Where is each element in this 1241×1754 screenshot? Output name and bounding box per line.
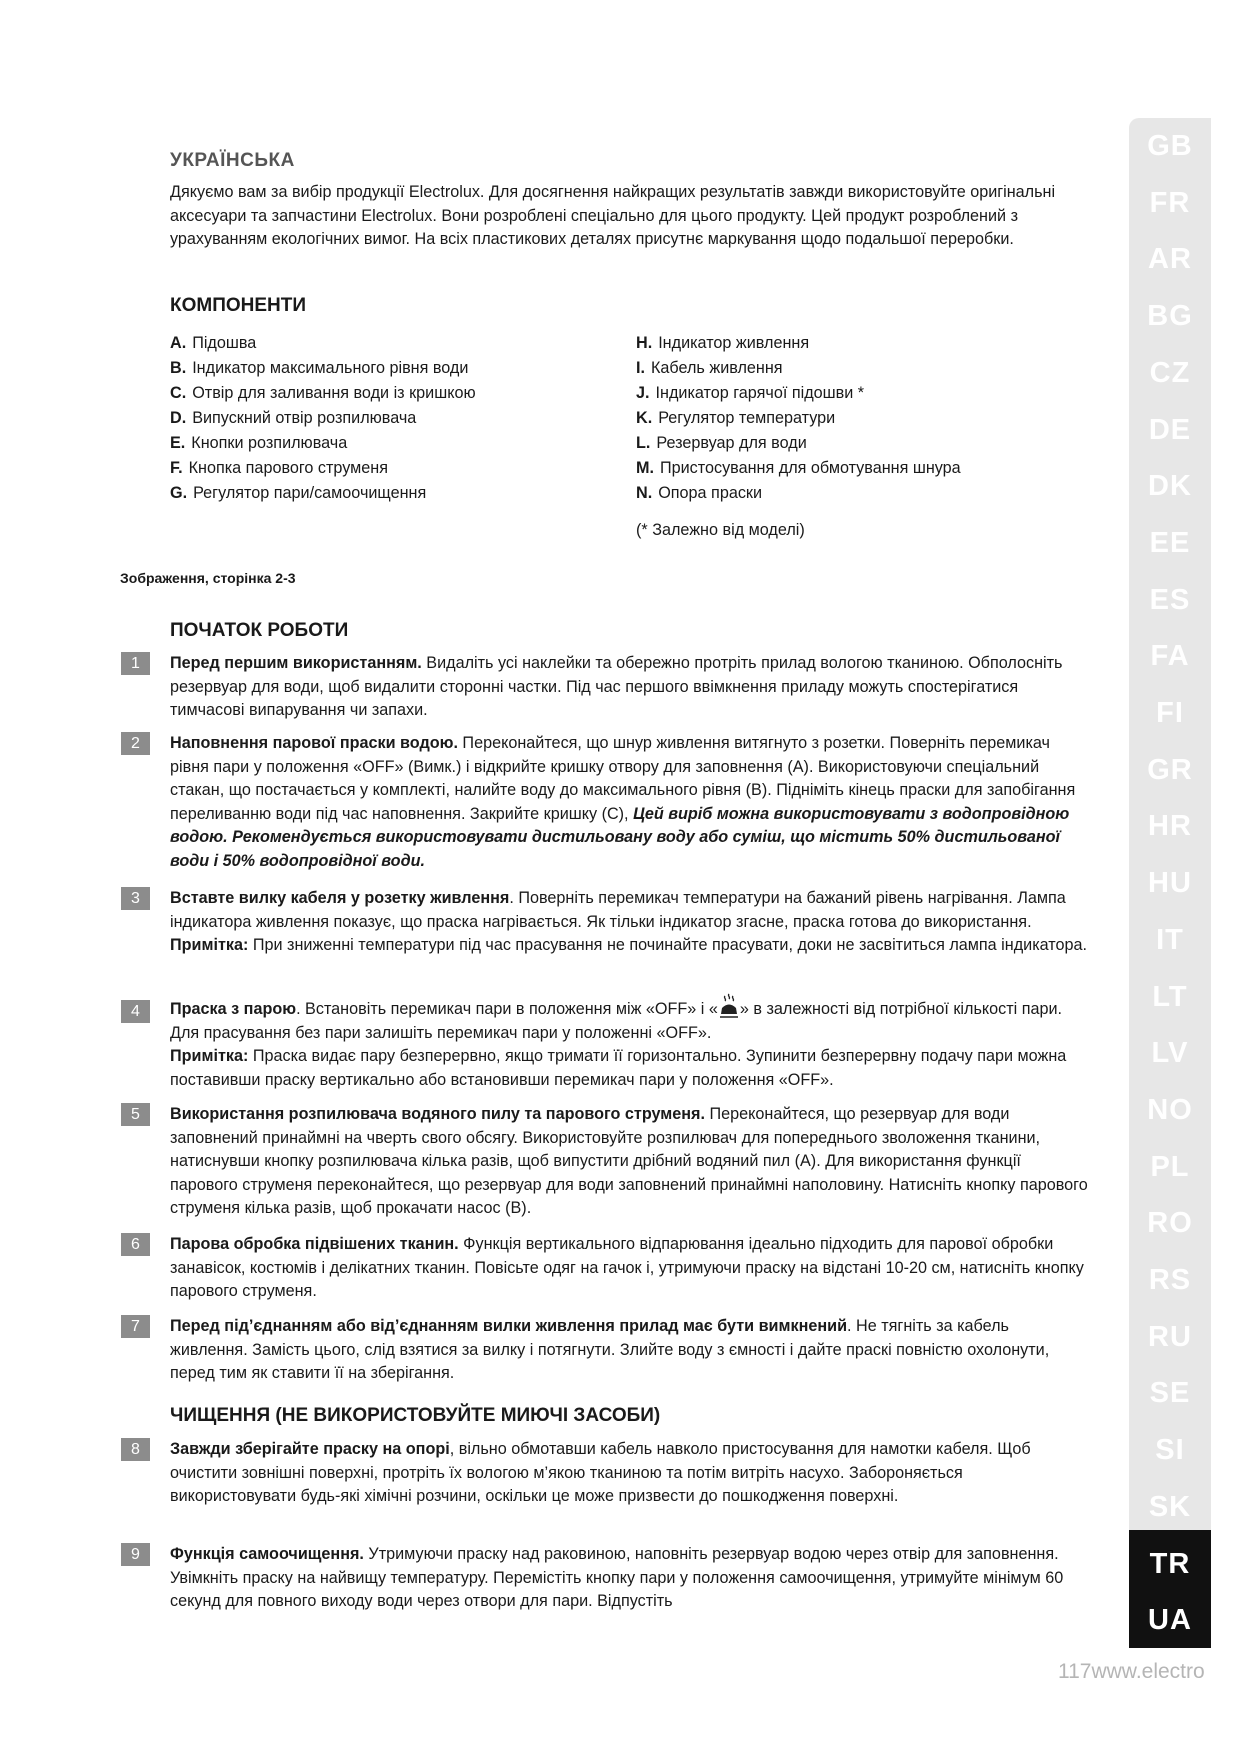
language-tab-se[interactable]: SE [1149, 1377, 1191, 1410]
component-label: Випускний отвір розпилювача [192, 409, 417, 427]
language-tab-fa[interactable]: FA [1150, 640, 1190, 673]
step-emphasis: Цей виріб можна використовувати з водопровідною водою. Рекомендується використовувати дистильовану воду або суміш, що містить 50% дистильованої води і 50% водопровідної води. [170, 804, 1070, 870]
step-8 [170, 1438, 1090, 1509]
component-key: L. [636, 434, 651, 452]
model-note: (* Залежно від моделі) [636, 521, 805, 539]
step-text: . Поверніть перемикач температури на бажаний рівень нагрівання. Лампа індикатора живлення показує, що праска нагрівається. Як тільки індикатор згасне, праска готова до використання. [170, 889, 1066, 931]
note-text: При зниженні температури під час прасування не починайте прасувати, доки не засвітиться лампа індикатора. [248, 936, 1088, 954]
step-2 [170, 732, 1090, 873]
image-reference: Зображення, сторінка 2-3 [120, 570, 296, 586]
language-tab-ee[interactable]: EE [1149, 526, 1191, 559]
component-label: Регулятор температури [658, 409, 836, 427]
cleaning-title: ЧИЩЕННЯ (НЕ ВИКОРИСТОВУЙТЕ МИЮЧІ ЗАСОБИ) [170, 1405, 661, 1426]
language-tab-dk[interactable]: DK [1148, 470, 1192, 503]
component-label: Кабель живлення [651, 359, 783, 377]
step-number: 2 [121, 732, 150, 755]
step-title: Функція самоочищення. [170, 1545, 364, 1563]
component-item [636, 431, 961, 456]
component-key: K. [636, 409, 653, 427]
step-text: . Встановіть перемикач пари в положення між «OFF» і « [296, 1000, 718, 1018]
step-text: Переконайтеся, що шнур живлення витягнуто з розетки. Поверніть перемикач рівня пари у положення «OFF» (Вимк.) і відкрийте кришку отвору для заповнення (A). Використовуючи спеціальний стакан, що постачається у комплекті, налийте воду до максимального рівня (B). Підніміть кінець праски для запобігання переливанню води під час наповнення. Закрийте кришку (C), [170, 734, 1076, 823]
component-key: H. [636, 334, 653, 352]
language-tab-fi[interactable]: FI [1156, 697, 1184, 729]
language-tab-ar[interactable]: AR [1148, 243, 1192, 276]
language-tab-gr[interactable]: GR [1147, 753, 1193, 786]
language-tab-hu[interactable]: HU [1148, 867, 1192, 900]
component-key: I. [636, 359, 645, 377]
language-tab-sk[interactable]: SK [1148, 1490, 1192, 1523]
language-tab-lt[interactable]: LT [1152, 980, 1188, 1013]
step-7 [170, 1315, 1090, 1386]
language-tab-bg[interactable]: BG [1147, 300, 1193, 333]
component-key: D. [170, 409, 187, 427]
component-label: Індикатор живлення [658, 334, 810, 352]
intro-paragraph: Дякуємо вам за вибір продукції Electrolux. Для досягнення найкращих результатів завжди використовуйте оригінальні аксесуари та запчастини Electrolux. Вони розроблені спеціально для цього продукту. Цей продукт розроблений з урахуванням екологічних вимог. На всіх пластикових деталях присутнє маркування щодо подальшої переробки. [170, 183, 1056, 248]
components-list-right [636, 331, 961, 506]
component-item [636, 456, 961, 481]
component-key: N. [636, 484, 653, 502]
component-item [170, 381, 476, 406]
step-1 [170, 652, 1090, 723]
component-item [170, 431, 476, 456]
step-number: 9 [121, 1543, 150, 1566]
component-item [636, 381, 961, 406]
component-item [170, 356, 476, 381]
step-title: Перед під’єднанням або від’єднанням вилки живлення прилад має бути вимкнений [170, 1317, 848, 1335]
note-text: Праска видає пару безперервно, якщо тримати її горизонтально. Зупинити безперервну подачу пари можна поставивши праску вертикально або встановивши перемикач пари у положення «OFF». [170, 1047, 1067, 1089]
component-key: C. [170, 384, 187, 402]
components-list-left [170, 331, 476, 506]
component-label: Опора праски [658, 484, 763, 502]
language-tab-ru[interactable]: RU [1148, 1320, 1192, 1353]
language-tab-tr[interactable]: TR [1129, 1536, 1211, 1592]
language-heading: УКРАЇНСЬКА [170, 150, 295, 171]
step-5 [170, 1103, 1090, 1221]
step-3 [170, 887, 1090, 958]
component-item [636, 331, 961, 356]
component-label: Індикатор гарячої підошви * [655, 384, 865, 402]
component-item [170, 456, 476, 481]
step-text: . Не тягніть за кабель живлення. Замість цього, слід взятися за вилку і потягнути. Злийте воду з ємності і дайте праскі повністю охолонути, перед тим як ставити її на зберігання. [170, 1317, 1050, 1382]
step-text: Видаліть усі наклейки та обережно протріть прилад вологою тканиною. Обполосніть резервуар для води, щоб видалити сторонні частки. Під час першого ввімкнення приладу можуть спостерігатися тимчасові випарування чи запахи. [170, 654, 1063, 719]
component-key: J. [636, 384, 650, 402]
language-tab-fr[interactable]: FR [1149, 186, 1191, 219]
step-number: 8 [121, 1438, 150, 1461]
component-key: B. [170, 359, 187, 377]
step-title: Вставте вилку кабеля у розетку живлення [170, 889, 510, 907]
component-label: Кнопки розпилювача [191, 434, 348, 452]
component-item [636, 356, 961, 381]
component-label: Регулятор пари/самоочищення [193, 484, 427, 502]
page-footer: 117www.electro [1058, 1660, 1205, 1683]
language-tab-gb[interactable]: GB [1147, 130, 1193, 162]
step-number: 3 [121, 887, 150, 910]
language-tab-ua[interactable]: UA [1129, 1592, 1211, 1648]
step-title: Парова обробка підвішених тканин. [170, 1235, 459, 1253]
step-text: Утримуючи праску над раковиною, наповніть резервуар водою через отвір для заповнення. Увімкніть праску на найвищу температуру. Перемістіть кнопку пари у положення самоочищення, утримуйте мінімум 60 секунд для повного виходу води через отвори для пари. Відпустіть [170, 1545, 1064, 1610]
step-number: 1 [121, 652, 150, 675]
language-tab-ro[interactable]: RO [1147, 1207, 1193, 1240]
component-label: Пристосування для обмотування шнура [659, 459, 961, 477]
component-item [636, 406, 961, 431]
step-number: 4 [121, 1000, 150, 1023]
component-key: G. [170, 484, 188, 502]
step-title: Використання розпилювача водяного пилу та парового струменя. [170, 1105, 705, 1123]
component-label: Підошва [192, 334, 257, 352]
language-tab-pl[interactable]: PL [1150, 1150, 1190, 1183]
step-title: Перед першим використанням. [170, 654, 422, 672]
components-title: КОМПОНЕНТИ [170, 295, 307, 316]
component-item [170, 331, 476, 356]
component-label: Резервуар для води [656, 434, 807, 452]
component-label: Кнопка парового струменя [188, 459, 388, 477]
step-text: Переконайтеся, що резервуар для води заповнений принаймні на чверть свого обсягу. Використовуйте розпилювач для попереднього зволоження тканини, натиснувши кнопку розпилювача кілька разів, щоб випустити дрібний водяний пил (A). Для використання функції парового струменя переконайтеся, що резервуар для води заповнений принаймні наполовину. Натисніть кнопку парового струменя кілька разів, щоб прокачати насос (B). [170, 1105, 1088, 1217]
component-label: Отвір для заливання води із кришкою [192, 384, 476, 402]
language-tab-de[interactable]: DE [1148, 413, 1192, 446]
step-title: Завжди зберігайте праску на опорі [170, 1440, 450, 1458]
steam-icon [718, 992, 740, 1020]
component-label: Індикатор максимального рівня води [192, 359, 469, 377]
step-number: 7 [121, 1315, 150, 1338]
step-4 [170, 992, 1090, 1092]
step-title: Праска з парою [170, 1000, 297, 1018]
component-key: M. [636, 459, 654, 477]
getting-started-title: ПОЧАТОК РОБОТИ [170, 620, 349, 641]
language-tab-hr[interactable]: HR [1148, 810, 1192, 843]
language-tab-cz[interactable]: CZ [1149, 356, 1191, 389]
language-tab-es[interactable]: ES [1149, 583, 1191, 616]
language-tab-si[interactable]: SI [1155, 1434, 1185, 1467]
step-6 [170, 1233, 1090, 1304]
step-text: , вільно обмотавши кабель навколо пристосування для намотки кабеля. Щоб очистити зовнішні поверхні, протріть їх вологою м’якою тканиною та потім витріть насухо. Забороняється використовувати будь-які хімічні розчини, оскільки це може призвести до пошкодження поверхні. [170, 1440, 1031, 1505]
language-tab-it[interactable]: IT [1156, 923, 1184, 956]
language-tab-no[interactable]: NO [1147, 1093, 1193, 1126]
component-key: E. [170, 434, 186, 452]
component-item [170, 481, 476, 506]
step-9 [170, 1543, 1090, 1614]
note-label: Примітка: [170, 936, 249, 954]
step-text: Функція вертикального відпарювання ідеально підходить для парової обробки занавісок, костюмів і делікатних тканин. Повісьте одяг на гачок і, утримуючи праску на відстані 10-20 см, натисніть кнопку парового струменя. [170, 1235, 1084, 1300]
step-title: Наповнення парової праски водою. [170, 734, 458, 752]
language-tab-lv[interactable]: LV [1151, 1037, 1189, 1070]
step-number: 6 [121, 1233, 150, 1256]
step-text-after-icon: » в залежності від потрібної кількості пари. Для прасування без пари залишіть перемикач пари у положенні «OFF». [170, 1000, 1063, 1042]
step-number: 5 [121, 1103, 150, 1126]
note-label: Примітка: [170, 1047, 249, 1065]
component-key: A. [170, 334, 187, 352]
language-tab-rs[interactable]: RS [1148, 1264, 1192, 1296]
component-key: F. [170, 459, 183, 477]
component-item [170, 406, 476, 431]
component-item [636, 481, 961, 506]
